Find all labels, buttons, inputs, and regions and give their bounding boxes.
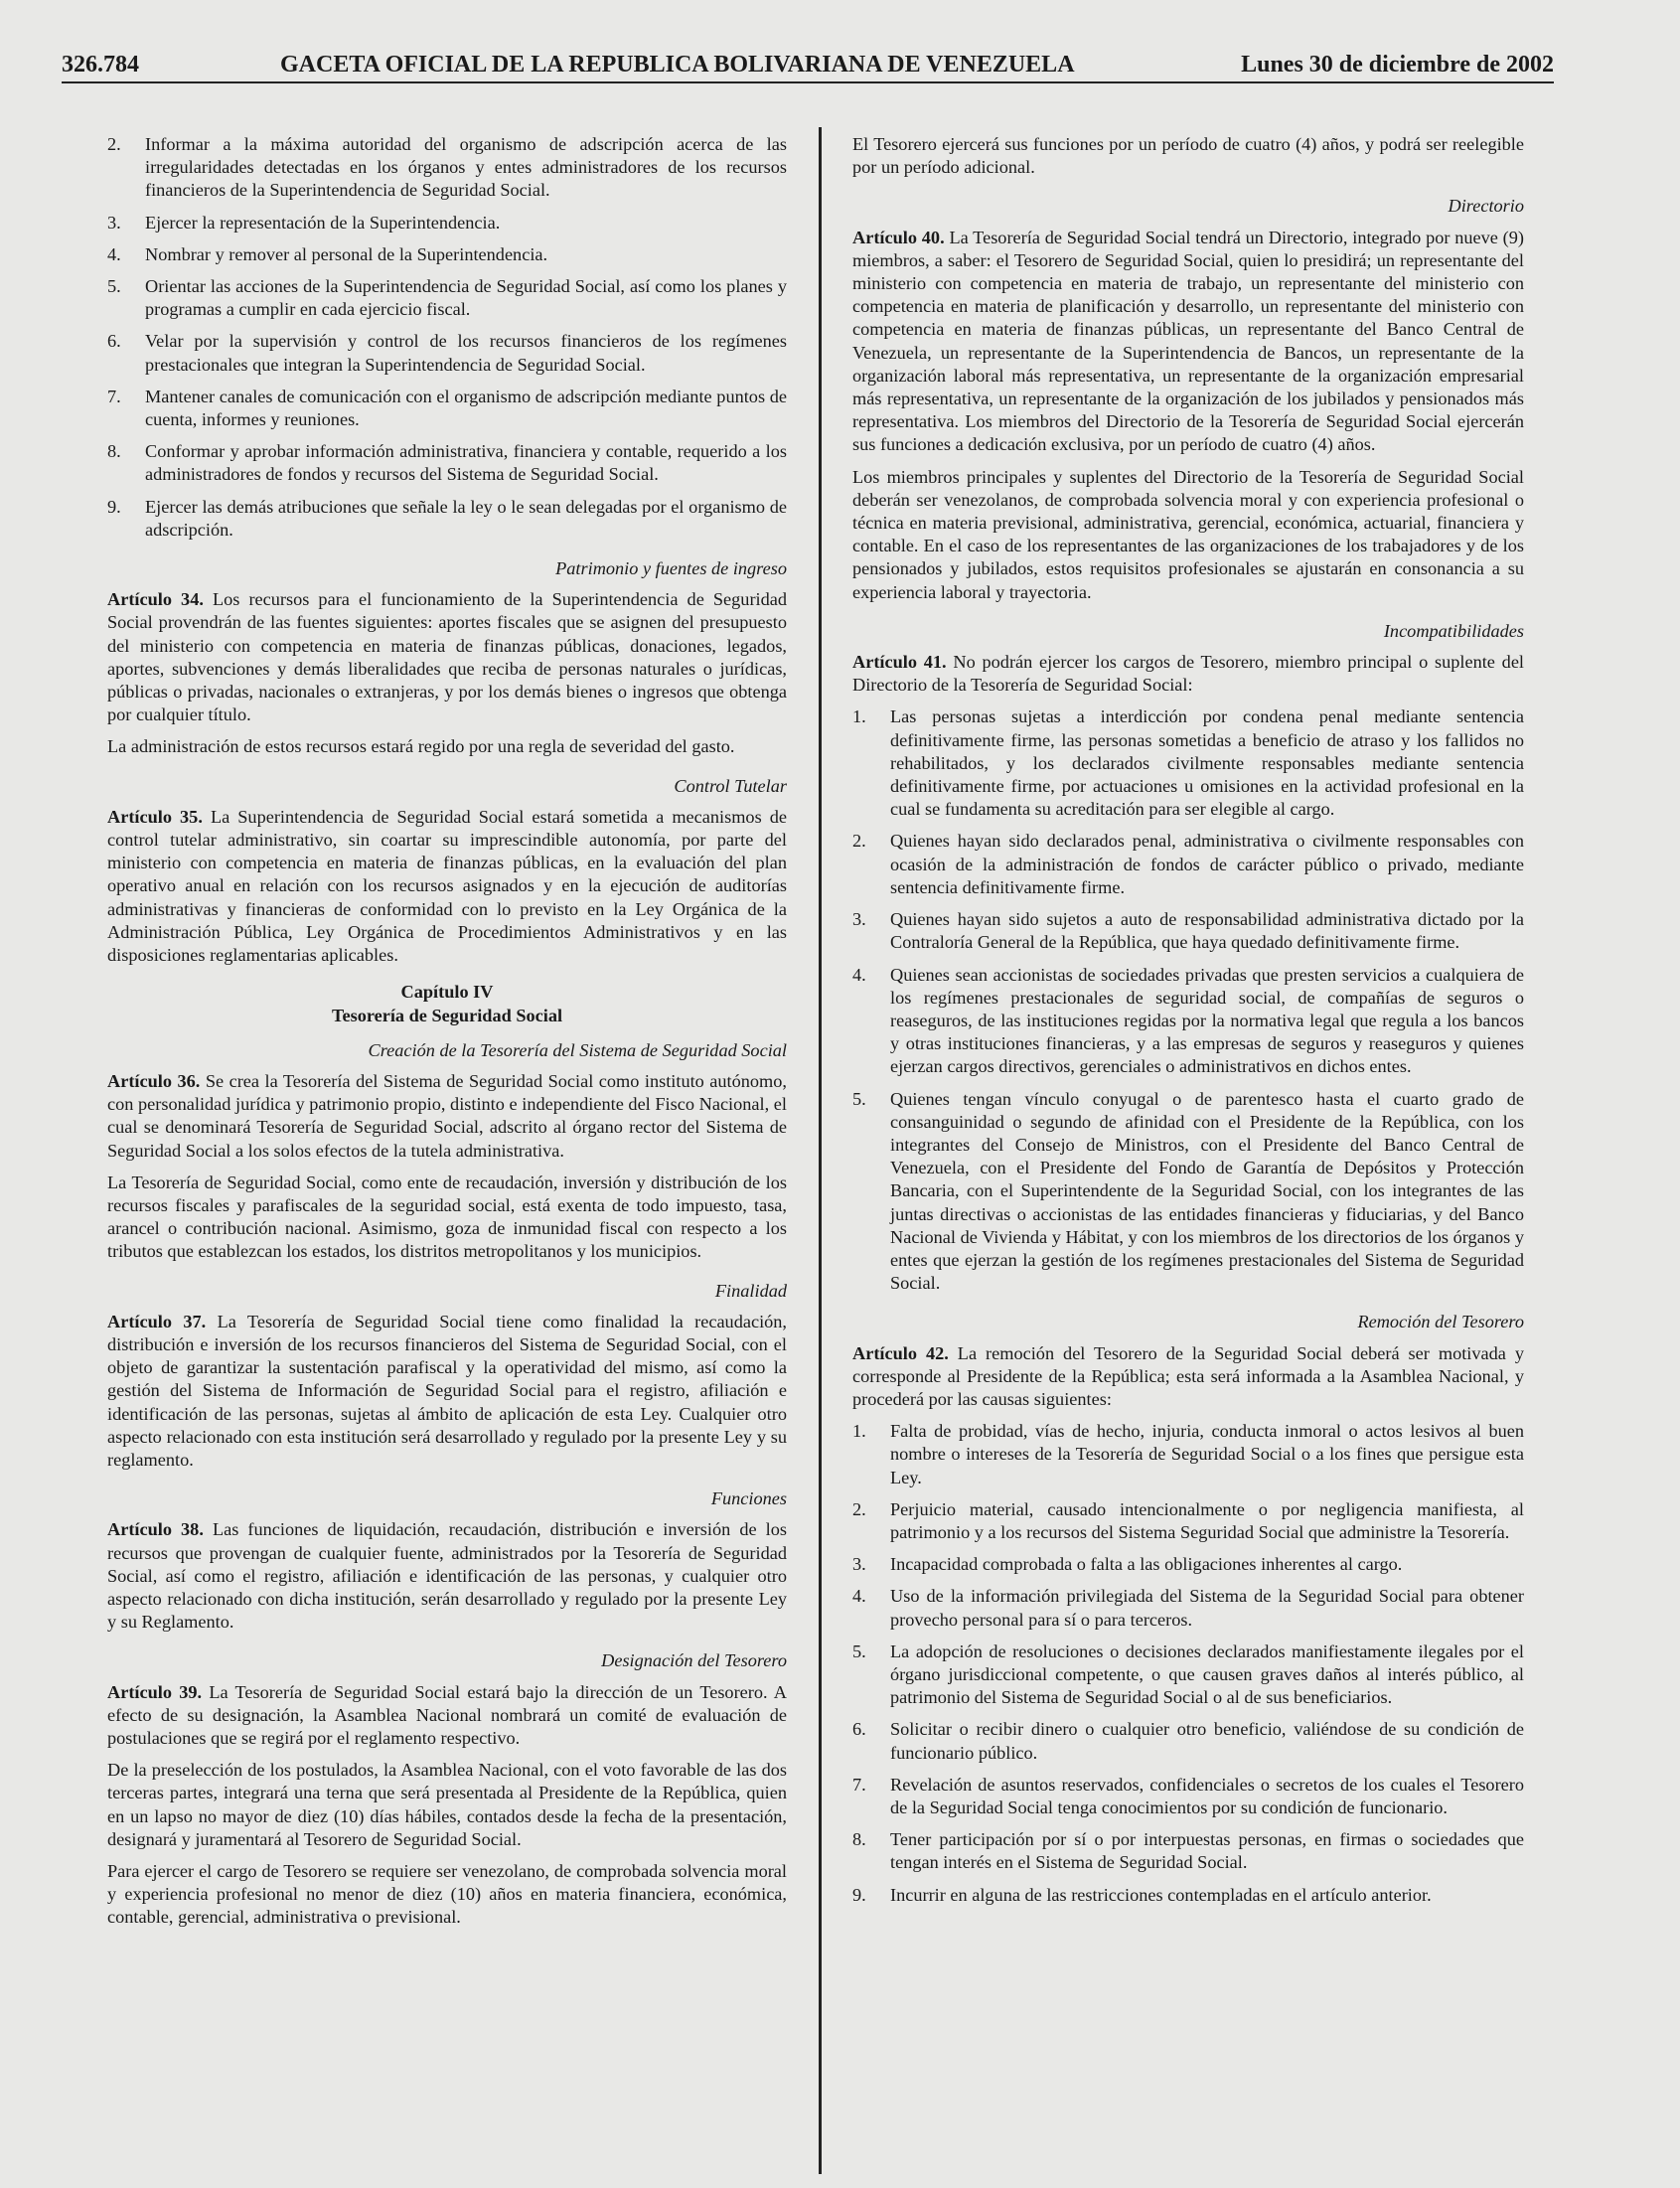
paragraph: De la preselección de los postulados, la Asamblea Nacional, con el voto favorable de las dos terceras partes, integrará una terna que será presentada al Presidente de la República, quien en un lapso no mayor de diez (10) días hábiles, contados desde la fecha de la presentación, designará y juramentará al Tesorero de Seguridad Social. — [107, 1760, 787, 1849]
list-item — [852, 830, 1524, 899]
list-item-text: Ejercer la representación de la Superintendencia. — [145, 212, 501, 233]
right-column — [852, 133, 1524, 1916]
list-item-text: Informar a la máxima autoridad del organismo de adscripción acerca de las irregularidades detectadas en los órganos y entes administradores de los recursos financieros de la Superintendencia de Seguridad Social. — [145, 134, 787, 201]
article-label: Artículo 37. — [107, 1311, 207, 1331]
list-item-number: 2. — [852, 1498, 866, 1519]
list-item-number: 8. — [852, 1829, 866, 1850]
list-item — [852, 1828, 1524, 1874]
list-item-number: 9. — [852, 1884, 866, 1905]
list-item-text: Incurrir en alguna de las restricciones contempladas en el artículo anterior. — [890, 1884, 1432, 1905]
list-item-number: 2. — [107, 134, 121, 154]
list-item — [852, 1585, 1524, 1631]
list-item-text: Falta de probidad, vías de hecho, injuria, conducta inmoral o actos lesivos al buen nombre o intereses de la Tesorería de Seguridad Social o a los fines que persigue esta Ley. — [890, 1421, 1524, 1487]
article-label: Artículo 40. — [852, 227, 945, 247]
article-36: Artículo 36. Se crea la Tesorería del Sistema de Seguridad Social como instituto autónomo, con personalidad jurídica y patrimonio propio, distinto e independiente del Fisco Nacional, el cual se denominará Tesorería de Seguridad Social, adscrito al órgano rector del Sistema de Seguridad Social a los solos efectos de la tutela administrativa. — [107, 1070, 787, 1161]
section-heading: Directorio — [1448, 196, 1524, 217]
list-item-number: 6. — [852, 1719, 866, 1740]
section-heading: Patrimonio y fuentes de ingreso — [555, 558, 787, 579]
section-heading: Finalidad — [714, 1280, 787, 1301]
list-item — [852, 1884, 1524, 1907]
chapter-title: Tesorería de Seguridad Social — [331, 1005, 563, 1025]
chapter-number: Capítulo IV — [400, 982, 494, 1003]
paragraph: Para ejercer el cargo de Tesorero se requiere ser venezolano, de comprobada solvencia moral y experiencia profesional no menor de diez (10) años en materia financiera, económica, contable, gerencial, administrativa o previsional. — [107, 1861, 787, 1928]
list-item-number: 5. — [852, 1641, 866, 1661]
list-item-text: Quienes hayan sido declarados penal, administrativa o civilmente responsables con ocasión de la administración de fondos de carácter público o privado, mediante sentencia definitivamente firme. — [890, 831, 1524, 897]
list-item-number: 4. — [107, 243, 121, 264]
list-item-number: 3. — [107, 212, 121, 233]
list-item-text: Solicitar o recibir dinero o cualquier otro beneficio, valiéndose de su condición de funcionario público. — [890, 1719, 1524, 1763]
list-item — [852, 908, 1524, 954]
page-header — [62, 52, 1554, 83]
list-item-text: Quienes tengan vínculo conyugal o de parentesco hasta el cuarto grado de consanguinidad o segundo de afinidad con el Presidente de la República, con los integrantes del Consejo de Ministros, con el Presidente del Banco Central de Venezuela, con el Presidente del Fondo de Garantía de Depósitos y Protección Bancaria, con el Superintendente de la Seguridad Social, con los integrantes de las juntas directivas o accionistas de las entidades financieras y fiduciarias, y del Banco Nacional de Vivienda y Hábitat, y con los miembros de los directorios de los órganos y entes que ejerzan la gestión de los regímenes prestacionales del Sistema de Seguridad Social. — [890, 1088, 1524, 1294]
list-item-number: 4. — [852, 964, 866, 985]
list-item — [107, 212, 787, 234]
page-number: 326.784 — [62, 52, 139, 78]
list-item-text: Velar por la supervisión y control de los recursos financieros de los regímenes prestacionales que integran la Superintendencia de Seguridad Social. — [145, 331, 787, 375]
article-39: Artículo 39. La Tesorería de Seguridad Social estará bajo la dirección de un Tesorero. A efecto de su designación, la Asamblea Nacional nombrará un comité de evaluación de postulaciones que se regirá por el reglamento respectivo. — [107, 1681, 788, 1748]
list-item-text: Mantener canales de comunicación con el organismo de adscripción mediante puntos de cuenta, informes y reuniones. — [145, 386, 787, 430]
article-label: Artículo 35. — [107, 806, 203, 827]
section-heading: Creación de la Tesorería del Sistema de Seguridad Social — [368, 1039, 787, 1060]
article-label: Artículo 41. — [852, 652, 947, 673]
list-item — [852, 1553, 1524, 1576]
incompatibilities-list — [852, 705, 1524, 1295]
list-item-text: Conformar y aprobar información administrativa, financiera y contable, requerido a los administradores de fondos y recursos del Sistema de Seguridad Social. — [145, 441, 787, 485]
list-item-number: 9. — [107, 496, 121, 517]
article-38: Artículo 38. Las funciones de liquidación, recaudación, distribución e inversión de los recursos que provengan de cualquier fuente, administrados por la Tesorería de Seguridad Social, así como el registro, afiliación e identificación de las personas, y cualquier otro aspecto relacionado con dicha institución, serán desarrollado y regulado por la presente Ley y su Reglamento. — [107, 1519, 787, 1633]
list-item-number: 3. — [852, 909, 866, 930]
attributions-list — [107, 133, 787, 542]
paragraph: Los miembros principales y suplentes del Directorio de la Tesorería de Seguridad Social deberán ser venezolanos, de comprobada solvencia moral y con experiencia profesional o técnica en materia previsional, administrativa, gerencial, económica, actuarial, financiera y contable. En el caso de los representantes de las organizaciones de los trabajadores y de los pensionados y jubilados, estos requisitos profesionales se ajustarán en consonancia a su experiencia laboral y trayectoria. — [852, 466, 1524, 602]
article-37: Artículo 37. La Tesorería de Seguridad Social tiene como finalidad la recaudación, distribución e inversión de los recursos financieros del Sistema de Seguridad Social, con el objeto de garantizar la sustentación parafiscal y la operatividad del mismo, así como la gestión del Sistema de Información de Seguridad Social para el registro, afiliación e identificación de las personas, sujetas al ámbito de aplicación de esta Ley. Cualquier otro aspecto relacionado con esta institución será desarrollado y regulado por la presente Ley y su reglamento. — [107, 1311, 787, 1470]
article-34: Artículo 34. Los recursos para el funcionamiento de la Superintendencia de Seguridad Social provendrán de las fuentes siguientes: aportes fiscales que se asignen del presupuesto del ministerio con competencia en materia de finanzas públicas, donaciones, legados, aportes, subvenciones y demás liberalidades que reciba de personas naturales o jurídicas, públicas o privadas, nacionales o extranjeras, y por los demás bienes o ingresos que obtenga por cualquier título. — [107, 589, 788, 725]
list-item-number: 3. — [852, 1554, 866, 1575]
list-item-text: Revelación de asuntos reservados, confidenciales o secretos de los cuales el Tesorero de la Seguridad Social tenga conocimientos por su condición de funcionario. — [890, 1774, 1524, 1817]
list-item-number: 1. — [852, 706, 866, 727]
list-item — [107, 386, 787, 431]
list-item-text: Uso de la información privilegiada del Sistema de la Seguridad Social para obtener provecho personal para sí o para terceros. — [890, 1586, 1524, 1630]
list-item-text: Nombrar y remover al personal de la Superintendencia. — [145, 243, 548, 264]
left-column — [107, 133, 787, 1939]
list-item — [107, 496, 787, 542]
removal-causes-list — [852, 1420, 1524, 1907]
list-item — [852, 1774, 1524, 1819]
list-item-number: 5. — [107, 276, 121, 297]
gazette-title: GACETA OFICIAL DE LA REPUBLICA BOLIVARIANA DE VENEZUELA — [280, 52, 1075, 78]
list-item-text: Incapacidad comprobada o falta a las obligaciones inherentes al cargo. — [890, 1554, 1403, 1575]
list-item — [107, 243, 787, 266]
paragraph: La Tesorería de Seguridad Social, como ente de recaudación, inversión y distribución de los recursos fiscales y parafiscales de la seguridad social, está exenta de todo impuesto, tasa, arancel o contribución nacional. Asimismo, goza de inmunidad fiscal con respecto a los tributos que establezcan los estados, los distritos metropolitanos y los municipios. — [107, 1172, 787, 1262]
list-item-number: 7. — [852, 1774, 866, 1795]
article-42: Artículo 42. La remoción del Tesorero de la Seguridad Social deberá ser motivada y corresponde al Presidente de la República; esta será informada a la Asamblea Nacional, y procederá por las causas siguientes: — [852, 1342, 1524, 1409]
article-40: Artículo 40. La Tesorería de Seguridad Social tendrá un Directorio, integrado por nueve (9) miembros, a saber: el Tesorero de Seguridad Social, quien lo presidirá; un representante del ministerio con competencia en materia de trabajo, un representante del ministerio con competencia en materia de planificación y desarrollo, un representante del ministerio con competencia en materia de finanzas públicas, un representante del Banco Central de Venezuela, un representante de la Superintendencia de Bancos, un representante de la organización laboral más representativa, un representante de la organización empresarial más representativa, un representante de la organización de los jubilados y pensionados más representativa. Los miembros del Directorio de la Tesorería de Seguridad Social ejercerán sus funciones a dedicación exclusiva, por un período de cuatro (4) años. — [852, 227, 1525, 455]
list-item-text: La adopción de resoluciones o decisiones declarados manifiestamente ilegales por el órgano jurisdiccional competente, o que causen graves daños al interés público, al patrimonio del Sistema de Seguridad Social o al de sus beneficiarios. — [890, 1641, 1524, 1708]
section-heading: Designación del Tesorero — [601, 1650, 787, 1671]
paragraph: El Tesorero ejercerá sus funciones por un período de cuatro (4) años, y podrá ser reelegible por un período adicional. — [852, 134, 1524, 178]
list-item — [852, 705, 1524, 821]
article-label: Artículo 38. — [107, 1519, 204, 1540]
list-item — [107, 330, 787, 376]
list-item — [852, 1718, 1524, 1764]
list-item — [852, 1420, 1524, 1489]
list-item-text: Perjuicio material, causado intencionalmente o por negligencia manifiesta, al patrimonio y a los recursos del Sistema Seguridad Social que administre la Tesorería. — [890, 1498, 1524, 1542]
list-item-text: Tener participación por sí o por interpuestas personas, en firmas o sociedades que tengan interés en el Sistema de Seguridad Social. — [890, 1829, 1524, 1873]
list-item — [852, 964, 1524, 1079]
article-label: Artículo 39. — [107, 1681, 203, 1702]
list-item-text: Quienes hayan sido sujetos a auto de responsabilidad administrativa dictado por la Contraloría General de la República, que haya quedado definitivamente firme. — [890, 909, 1524, 953]
article-label: Artículo 42. — [852, 1342, 949, 1363]
list-item-number: 2. — [852, 831, 866, 852]
list-item-number: 6. — [107, 331, 121, 352]
section-heading: Funciones — [710, 1488, 787, 1509]
column-divider — [819, 127, 822, 2174]
list-item-text: Orientar las acciones de la Superintendencia de Seguridad Social, así como los planes y programas a cumplir en cada ejercicio fiscal. — [145, 276, 787, 320]
list-item-text: Quienes sean accionistas de sociedades privadas que presten servicios a cualquiera de los regímenes prestacionales de seguridad social, de compañías de seguros o reaseguros, de las instituciones regidas por la normativa legal que regula a los bancos y otras instituciones financieras, y a las empresas de seguros y reaseguros y quienes ejerzan cargos directivos, gerenciales o administrativos en dichos entes. — [890, 964, 1524, 1077]
section-heading: Incompatibilidades — [1383, 620, 1524, 641]
article-41: Artículo 41. No podrán ejercer los cargos de Tesorero, miembro principal o suplente del Directorio de la Tesorería de Seguridad Social: — [852, 652, 1525, 696]
list-item — [852, 1498, 1524, 1544]
list-item — [852, 1641, 1524, 1710]
list-item — [852, 1088, 1524, 1296]
list-item-text: Las personas sujetas a interdicción por condena penal mediante sentencia definitivamente firme, las personas sometidas a beneficio de atraso y los fallidos no rehabilitados, y los declarados civilmente responsables mediante sentencia definitivamente firme, por actuaciones u omisiones en la actividad profesional en la cual se fundamenta su acreditación para ser elegible al cargo. — [890, 706, 1524, 820]
paragraph: La administración de estos recursos estará regido por una regla de severidad del gasto. — [107, 736, 735, 757]
article-label: Artículo 36. — [107, 1070, 201, 1091]
list-item-number: 8. — [107, 441, 121, 462]
list-item — [107, 275, 787, 321]
section-heading: Control Tutelar — [674, 775, 787, 796]
list-item — [107, 440, 787, 486]
list-item-text: Ejercer las demás atribuciones que señale la ley o le sean delegadas por el organismo de adscripción. — [145, 496, 787, 540]
list-item-number: 4. — [852, 1586, 866, 1607]
article-35: Artículo 35. La Superintendencia de Seguridad Social estará sometida a mecanismos de control tutelar administrativo, sin coartar su imprescindible autonomía, por parte del ministerio con competencia en materia de finanzas públicas, en la evaluación del plan operativo anual en relación con los recursos asignados y en la ejecución de auditorías administrativas y financieras de conformidad con lo previsto en la Ley Orgánica de la Administración Pública, Ley Orgánica de Procedimientos Administrativos y en las disposiciones reglamentarias aplicables. — [107, 806, 787, 966]
list-item-number: 5. — [852, 1088, 866, 1109]
section-heading: Remoción del Tesorero — [1357, 1312, 1524, 1332]
list-item — [107, 133, 787, 203]
list-item-number: 7. — [107, 386, 121, 406]
list-item-number: 1. — [852, 1421, 866, 1442]
issue-date: Lunes 30 de diciembre de 2002 — [1241, 52, 1554, 78]
article-label: Artículo 34. — [107, 589, 204, 610]
